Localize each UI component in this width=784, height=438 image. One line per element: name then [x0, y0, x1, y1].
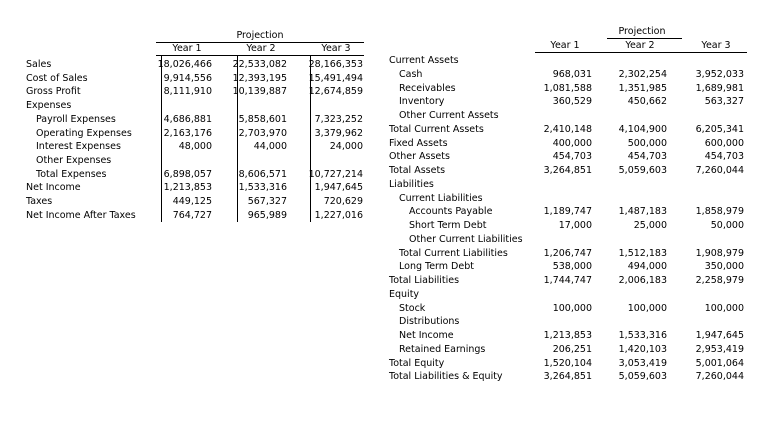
- table-row: [389, 329, 759, 343]
- table-row: [26, 154, 366, 168]
- year-2-header: Year 2: [246, 43, 276, 54]
- row-label: Sales: [26, 59, 52, 70]
- year-2-value: 25,000: [633, 220, 667, 231]
- year-3-value: 2,953,419: [695, 343, 744, 355]
- year-3-value: 720,629: [323, 196, 363, 207]
- year-2-value: 5,059,603: [618, 165, 667, 176]
- row-label: Cost of Sales: [26, 72, 88, 84]
- year-2-value: 100,000: [627, 302, 667, 314]
- year-2-value: 454,703: [627, 151, 667, 163]
- row-label: Total Liabilities: [389, 275, 460, 286]
- table-row: [389, 137, 759, 151]
- table-row: [389, 109, 759, 123]
- year-3-value: 1,689,981: [695, 82, 744, 94]
- year-2-value: 44,000: [253, 141, 287, 153]
- table-row: [389, 178, 759, 192]
- year-2-value: 450,662: [627, 96, 667, 108]
- year-3-value: 15,491,494: [308, 72, 363, 84]
- income-statement-table: [26, 28, 366, 228]
- table-row: [389, 288, 759, 302]
- year-1-value: 1,520,104: [543, 357, 592, 369]
- table-row: [389, 205, 759, 219]
- year-3-value: 7,323,252: [314, 113, 363, 125]
- year-2-header: Year 2: [625, 40, 655, 51]
- table-row: [389, 150, 759, 164]
- year-3-header: Year 3: [701, 40, 731, 51]
- balance-sheet-table: [389, 26, 759, 388]
- year-1-header: Year 1: [550, 40, 580, 51]
- row-label: Expenses: [26, 100, 72, 112]
- year-2-value: 494,000: [627, 261, 667, 273]
- year-3-value: 1,947,645: [314, 182, 363, 194]
- table-row: [389, 82, 759, 96]
- table-row: [26, 127, 366, 141]
- table-row: [26, 72, 366, 86]
- year-1-value: 1,189,747: [543, 206, 592, 218]
- year-2-value: 5,858,601: [238, 113, 287, 125]
- year-1-value: 360,529: [552, 96, 592, 108]
- row-label: Total Current Liabilities: [399, 247, 508, 259]
- table-row: [26, 85, 366, 99]
- table-row: [26, 140, 366, 154]
- table-row: [389, 233, 759, 247]
- year-3-header: Year 3: [321, 43, 351, 54]
- projection-label: Projection: [618, 26, 666, 37]
- year-1-value: 3,264,851: [543, 371, 592, 383]
- year-3-value: 10,727,214: [308, 168, 363, 180]
- table-row: [389, 260, 759, 274]
- year-3-value: 28,166,353: [308, 59, 363, 70]
- year-3-value: 7,260,044: [695, 165, 744, 176]
- row-label: Payroll Expenses: [36, 113, 116, 125]
- row-label: Total Liabilities & Equity: [389, 371, 503, 383]
- projection-label: Projection: [236, 30, 284, 41]
- year-2-value: 965,989: [247, 209, 287, 221]
- row-label: Inventory: [399, 96, 445, 108]
- row-label: Operating Expenses: [36, 127, 132, 139]
- year-1-value: 449,125: [172, 196, 212, 207]
- row-label: Other Current Liabilities: [409, 233, 523, 245]
- year-2-value: 8,606,571: [238, 168, 287, 180]
- table-row: [389, 219, 759, 233]
- table-row: [26, 195, 366, 209]
- year-3-value: 50,000: [710, 220, 744, 231]
- table-row: [389, 315, 759, 329]
- table-row: [389, 274, 759, 288]
- row-label: Total Current Assets: [389, 123, 484, 135]
- row-label: Taxes: [26, 196, 53, 207]
- year-3-value: 600,000: [704, 137, 744, 149]
- year-1-value: 1,744,747: [543, 275, 592, 286]
- year-2-value: 1,420,103: [618, 343, 667, 355]
- year-1-value: 1,213,853: [543, 330, 592, 341]
- header-underline: [156, 55, 364, 56]
- year-2-value: 5,059,603: [618, 371, 667, 383]
- row-label: Fixed Assets: [389, 137, 448, 149]
- year-1-value: 538,000: [552, 261, 592, 273]
- table-row: [389, 164, 759, 178]
- year-1-value: 764,727: [172, 209, 212, 221]
- year-2-value: 1,533,316: [238, 182, 287, 194]
- row-label: Gross Profit: [26, 86, 81, 98]
- row-label: Retained Earnings: [399, 343, 486, 355]
- year-3-value: 1,858,979: [695, 206, 744, 218]
- year-1-value: 1,213,853: [163, 182, 212, 194]
- year-3-value: 6,205,341: [695, 123, 744, 135]
- year-1-value: 100,000: [552, 302, 592, 314]
- year-1-value: 48,000: [178, 141, 212, 153]
- year-1-value: 2,410,148: [543, 123, 592, 135]
- year-2-value: 1,533,316: [618, 330, 667, 341]
- table-row: [389, 54, 759, 68]
- year-3-value: 12,674,859: [308, 86, 363, 98]
- table-row: [26, 168, 366, 182]
- year-2-value: 567,327: [247, 196, 287, 207]
- table-row: [389, 95, 759, 109]
- year-1-value: 2,163,176: [163, 127, 212, 139]
- year-3-value: 100,000: [704, 302, 744, 314]
- row-label: Accounts Payable: [409, 206, 493, 218]
- header-underline: [535, 52, 747, 53]
- row-label: Other Current Assets: [399, 110, 499, 121]
- year-1-value: 1,081,588: [543, 82, 592, 94]
- year-3-value: 5,001,064: [695, 357, 744, 369]
- row-label: Other Expenses: [36, 154, 112, 166]
- row-label: Receivables: [399, 82, 456, 94]
- year-3-value: 1,947,645: [695, 330, 744, 341]
- year-1-value: 4,686,881: [163, 113, 212, 125]
- year-3-value: 1,227,016: [314, 209, 363, 221]
- year-1-value: 8,111,910: [163, 86, 212, 98]
- row-label: Net Income: [26, 182, 81, 194]
- table-row: [26, 113, 366, 127]
- row-label: Net Income: [399, 330, 454, 341]
- table-row: [26, 99, 366, 113]
- year-2-value: 1,512,183: [618, 247, 667, 259]
- year-3-value: 1,908,979: [695, 247, 744, 259]
- year-3-value: 563,327: [704, 96, 744, 108]
- year-1-value: 6,898,057: [163, 168, 212, 180]
- row-label: Total Equity: [389, 357, 445, 369]
- row-label: Interest Expenses: [36, 141, 121, 153]
- year-3-value: 3,952,033: [695, 68, 744, 80]
- table-row: [389, 357, 759, 371]
- row-label: Distributions: [399, 316, 460, 328]
- year-2-value: 1,351,985: [618, 82, 667, 94]
- table-row: [389, 247, 759, 261]
- year-2-value: 22,533,082: [232, 59, 287, 70]
- row-label: Liabilities: [389, 178, 434, 190]
- year-3-value: 3,379,962: [314, 127, 363, 139]
- table-row: [26, 58, 366, 72]
- table-row: [389, 68, 759, 82]
- table-row: [389, 123, 759, 137]
- year-2-value: 500,000: [627, 137, 667, 149]
- year-3-value: 454,703: [704, 151, 744, 163]
- year-3-value: 2,258,979: [695, 275, 744, 286]
- year-1-value: 9,914,556: [163, 72, 212, 84]
- year-1-value: 968,031: [552, 68, 592, 80]
- year-2-value: 2,006,183: [618, 275, 667, 286]
- year-1-value: 17,000: [558, 220, 592, 231]
- year-2-value: 10,139,887: [232, 86, 287, 98]
- table-row: [389, 370, 759, 384]
- year-3-value: 7,260,044: [695, 371, 744, 383]
- row-label: Net Income After Taxes: [26, 209, 136, 221]
- year-1-value: 3,264,851: [543, 165, 592, 176]
- year-2-value: 12,393,195: [232, 72, 287, 84]
- year-1-header: Year 1: [172, 43, 202, 54]
- year-1-value: 1,206,747: [543, 247, 592, 259]
- row-label: Total Assets: [389, 165, 446, 176]
- year-2-value: 2,302,254: [618, 68, 667, 80]
- projection-underline: [607, 38, 682, 39]
- year-1-value: 454,703: [552, 151, 592, 163]
- table-row: [26, 209, 366, 223]
- row-label: Long Term Debt: [399, 261, 474, 273]
- row-label: Equity: [389, 288, 420, 300]
- year-2-value: 3,053,419: [618, 357, 667, 369]
- row-label: Other Assets: [389, 151, 450, 163]
- row-label: Cash: [399, 68, 423, 80]
- row-label: Short Term Debt: [409, 220, 487, 231]
- table-row: [26, 181, 366, 195]
- row-label: Current Liabilities: [399, 192, 483, 204]
- table-row: [389, 192, 759, 206]
- row-label: Total Expenses: [36, 168, 107, 180]
- year-2-value: 4,104,900: [618, 123, 667, 135]
- year-1-value: 400,000: [552, 137, 592, 149]
- table-row: [389, 343, 759, 357]
- row-label: Current Assets: [389, 55, 459, 66]
- year-3-value: 24,000: [329, 141, 363, 153]
- year-1-value: 206,251: [552, 343, 592, 355]
- year-2-value: 2,703,970: [238, 127, 287, 139]
- year-3-value: 350,000: [704, 261, 744, 273]
- year-1-value: 18,026,466: [157, 59, 212, 70]
- year-2-value: 1,487,183: [618, 206, 667, 218]
- table-row: [389, 302, 759, 316]
- row-label: Stock: [399, 302, 426, 314]
